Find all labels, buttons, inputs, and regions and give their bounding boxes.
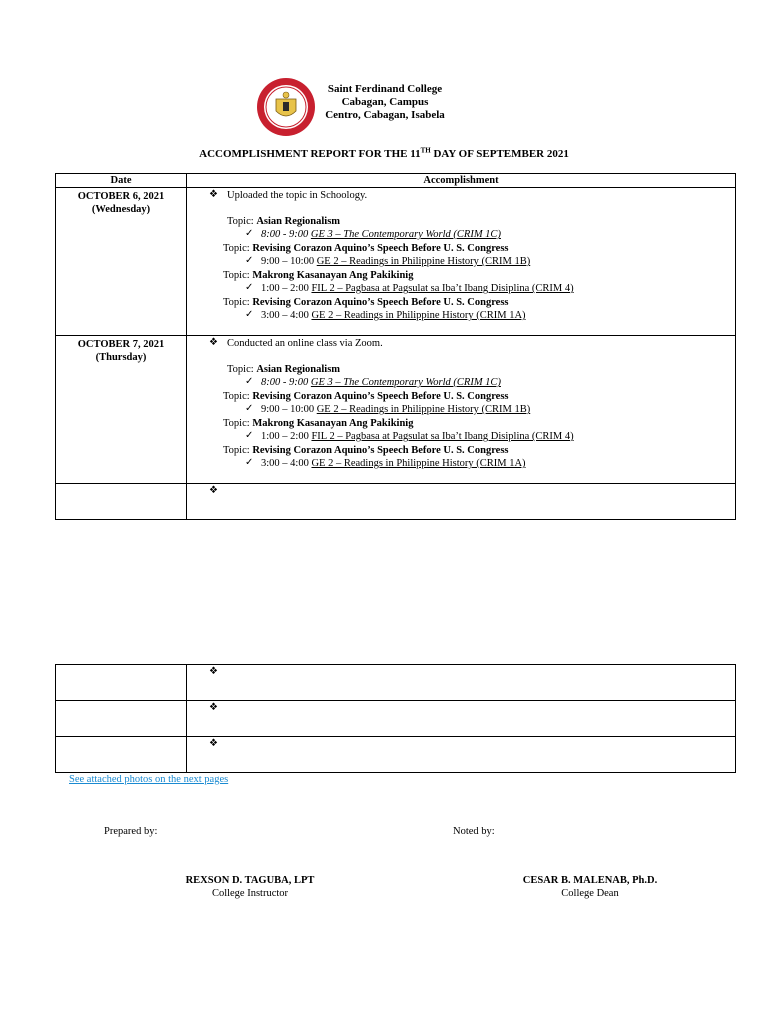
noter-signature [490, 874, 690, 900]
table-row [56, 188, 736, 336]
date-cell [56, 701, 187, 737]
check-icon: ✓ [245, 430, 254, 441]
check-icon: ✓ [245, 282, 254, 293]
bullet-icon: ❖ [209, 738, 218, 749]
college-address: Centro, Cabagan, Isabela [325, 109, 445, 121]
date-cell [56, 737, 187, 773]
preparer-title: College Instructor [211, 888, 289, 899]
date-column-header: Date [56, 174, 187, 188]
table-row [56, 336, 736, 484]
table-row [56, 484, 736, 520]
accomplishment-table [55, 173, 736, 520]
college-name: Saint Ferdinand College [327, 83, 443, 95]
date-cell: OCTOBER 7, 2021 (Thursday) [56, 336, 187, 484]
check-icon: ✓ [245, 309, 254, 320]
noter-name: CESAR B. MALENAB, Ph.D. [522, 875, 658, 886]
college-campus: Cabagan, Campus [341, 96, 429, 108]
date-cell [56, 484, 187, 520]
bullet-icon: ❖ [209, 702, 218, 713]
bullet-icon: ❖ [209, 337, 218, 348]
report-title: ACCOMPLISHMENT REPORT FOR THE 11TH DAY OF SEPTEMBER 2021 [199, 146, 569, 160]
accomplishment-cell: ❖ Conducted an online class via Zoom. Topic: Asian Regionalism ✓ 8:00 - 9:00 GE 3 – The Contemporary World (CRIM 1C) Topic: Revising Corazon Aquino’s Speech Before U. S. Congress ✓ 9:00 – 10:00 GE 2 – Readings in Philippine History (CRIM 1B) Topic: Makrong Kasanayan Ang Pakikinig ✓ 1:00 – 2:00 FIL 2 – Pagbasa at Pagsulat sa Iba’t Ibang Disiplina (CRIM 4) Topic: Revising Corazon Aquino’s Speech Before U. S. Congress ✓ 3:00 – 4:00 GE 2 – Readings in Philippine History (CRIM 1A) [187, 336, 736, 484]
college-header [300, 83, 470, 122]
noted-by-label: Noted by: [453, 826, 495, 837]
check-icon: ✓ [245, 376, 254, 387]
date-cell [56, 665, 187, 701]
bullet-icon: ❖ [209, 189, 218, 200]
accomplishment-column-header: Accomplishment [187, 174, 736, 188]
accomplishment-cell: ❖ Uploaded the topic in Schoology. Topic: Asian Regionalism ✓ 8:00 - 9:00 GE 3 – The Contemporary World (CRIM 1C) Topic: Revising Corazon Aquino’s Speech Before U. S. Congress ✓ 9:00 – 10:00 GE 2 – Readings in Philippine History (CRIM 1B) Topic: Makrong Kasanayan Ang Pakikinig ✓ 1:00 – 2:00 FIL 2 – Pagbasa at Pagsulat sa Iba’t Ibang Disiplina (CRIM 4) Topic: Revising Corazon Aquino’s Speech Before U. S. Congress ✓ 3:00 – 4:00 GE 2 – Readings in Philippine History (CRIM 1A) [187, 188, 736, 336]
check-icon: ✓ [245, 255, 254, 266]
preparer-name: REXSON D. TAGUBA, LPT [185, 875, 315, 886]
attached-photos-link[interactable]: See attached photos on the next pages [69, 774, 229, 785]
prepared-by-label: Prepared by: [104, 826, 158, 837]
preparer-signature [150, 874, 350, 900]
bullet-icon: ❖ [209, 666, 218, 677]
bullet-icon: ❖ [209, 485, 218, 496]
accomplishment-cell [187, 737, 736, 773]
date-cell: OCTOBER 6, 2021 (Wednesday) [56, 188, 187, 336]
table-row [56, 701, 736, 737]
accomplishment-cell [187, 701, 736, 737]
check-icon: ✓ [245, 403, 254, 414]
noter-title: College Dean [561, 888, 619, 899]
accomplishment-cell [187, 484, 736, 520]
additional-table [55, 664, 736, 773]
table-row [56, 665, 736, 701]
accomplishment-cell [187, 665, 736, 701]
check-icon: ✓ [245, 228, 254, 239]
check-icon: ✓ [245, 457, 254, 468]
table-row [56, 737, 736, 773]
